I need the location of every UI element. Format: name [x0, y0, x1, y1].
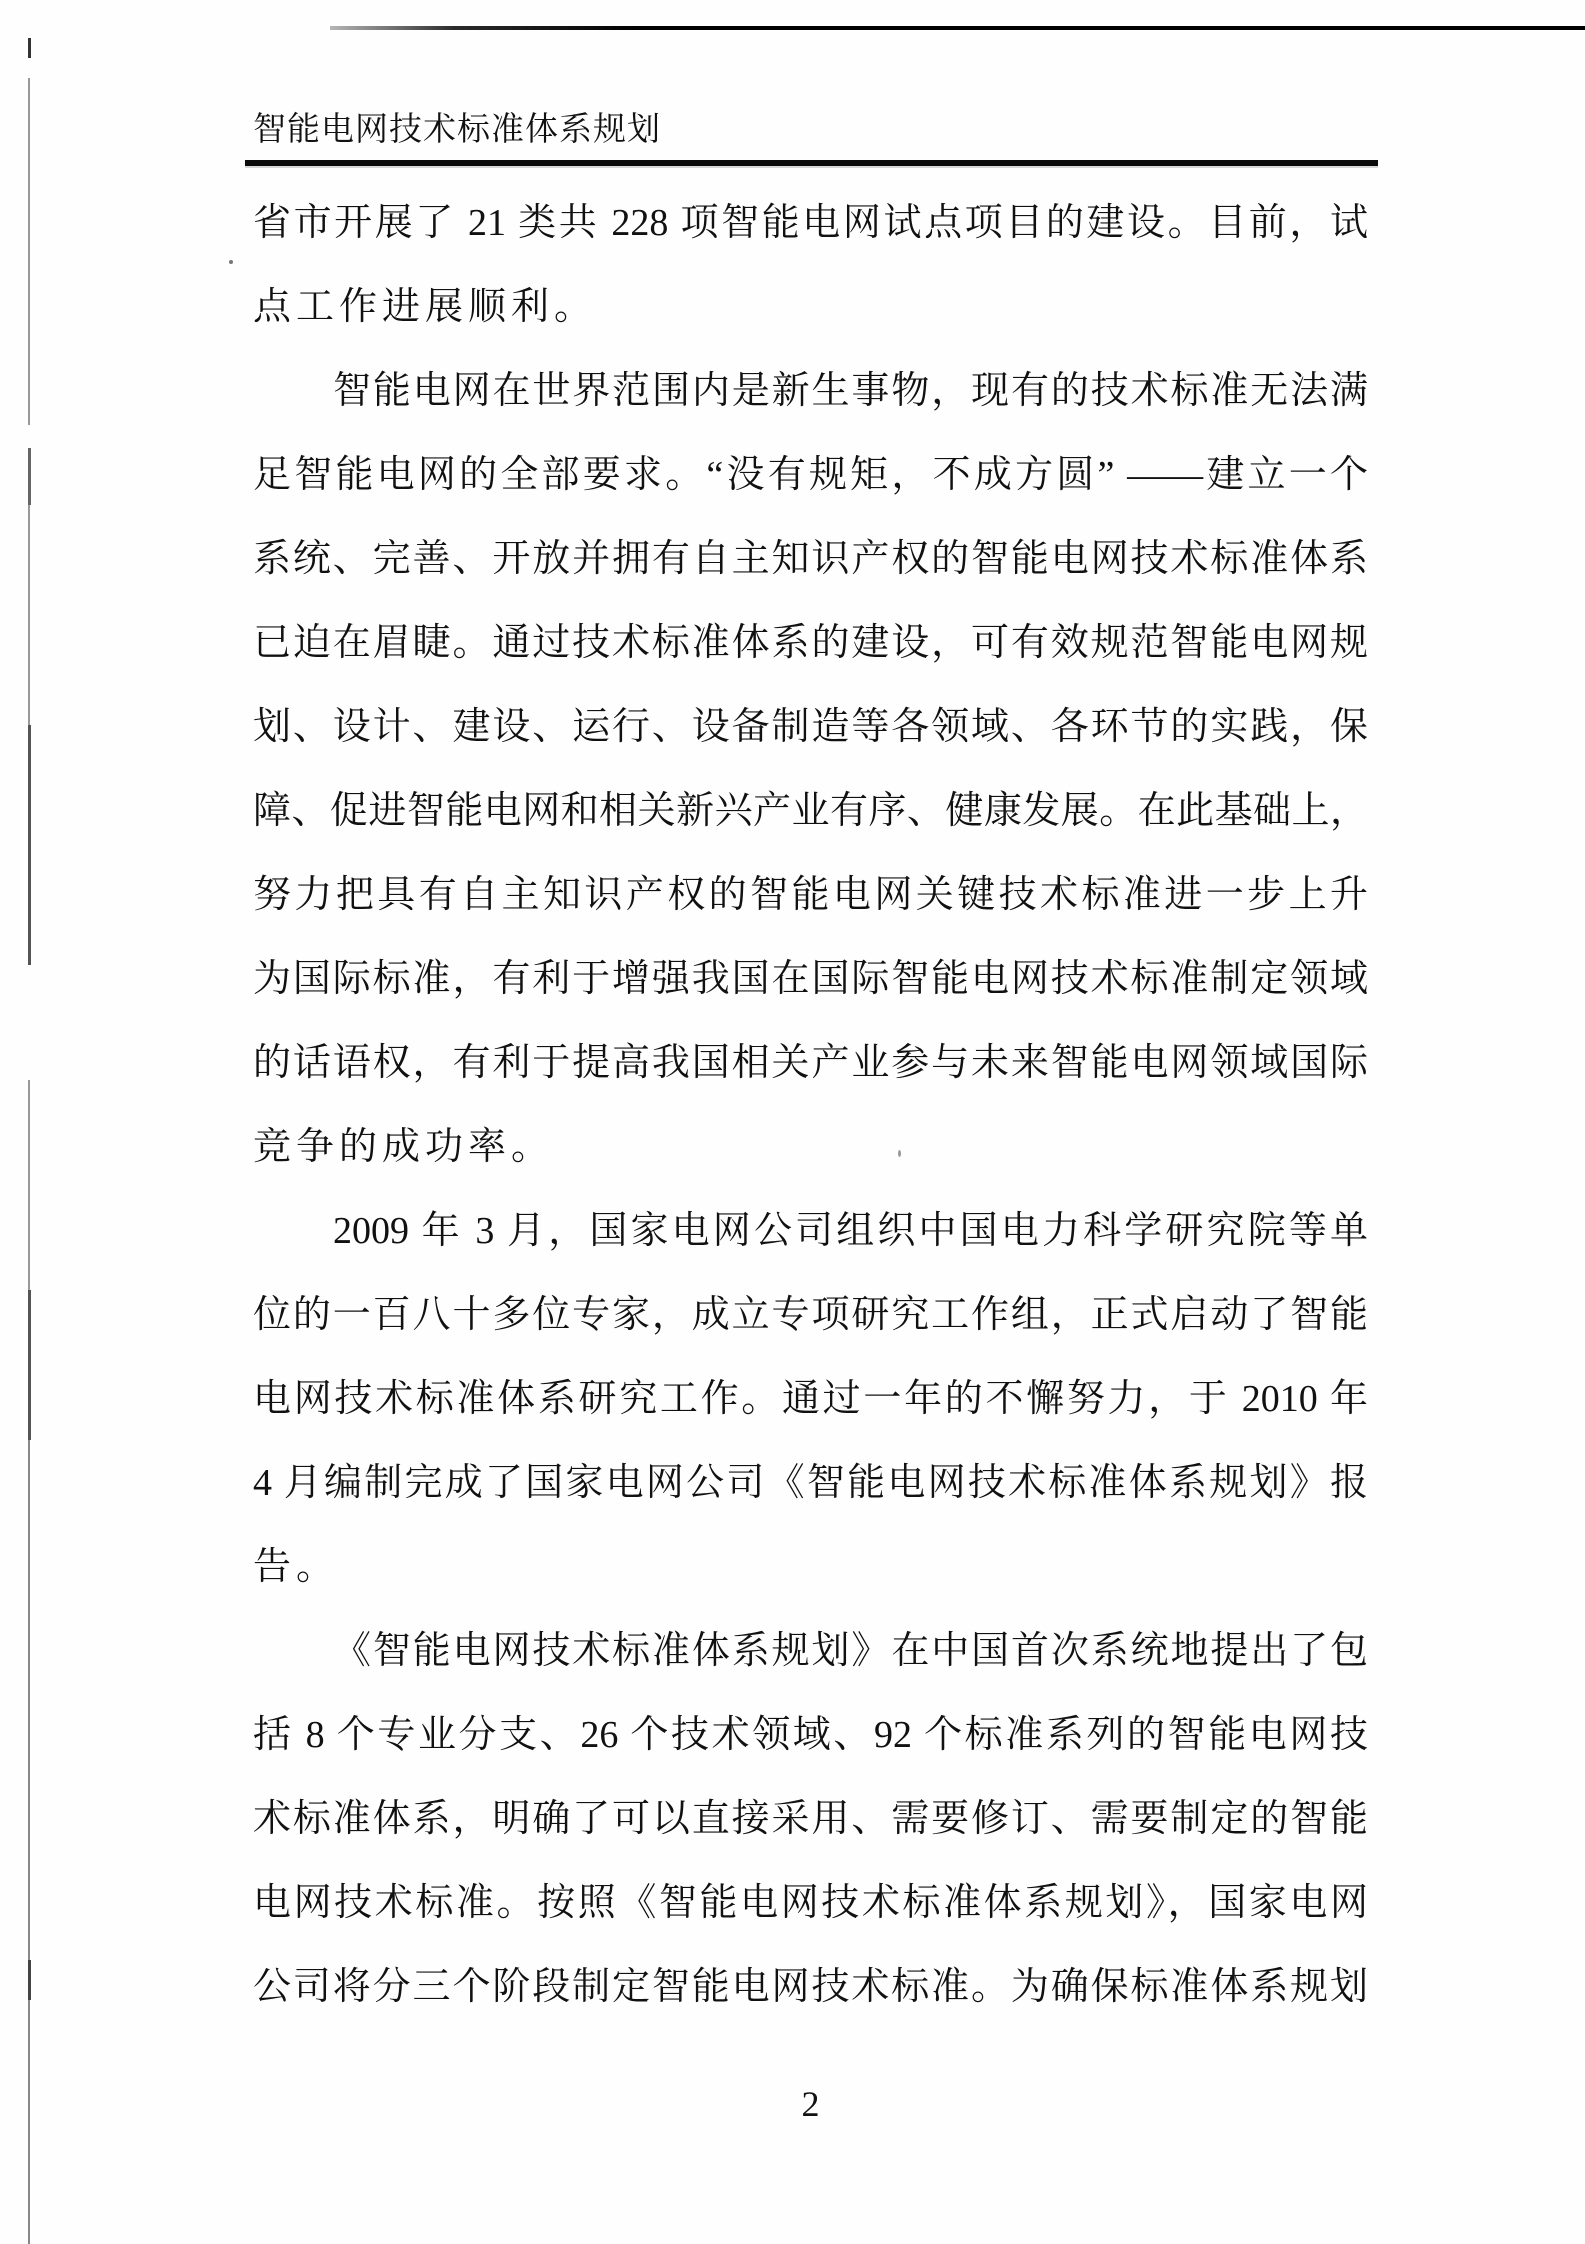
document-body — [253, 181, 1368, 2029]
body-line: 努力把具有自主知识产权的智能电网关键技术标准进一步上升 — [253, 874, 1368, 916]
body-line: 告。 — [253, 1546, 340, 1588]
scan-artifact-left-line — [28, 38, 31, 58]
page-number: 2 — [801, 2084, 820, 2124]
body-line: 2009 年 3 月，国家电网公司组织中国电力科学研究院等单 — [333, 1210, 1368, 1252]
body-line: 已迫在眉睫。通过技术标准体系的建设，可有效规范智能电网规 — [253, 622, 1368, 664]
scan-artifact-left-line — [28, 1080, 30, 1290]
body-line: 竞争的成功率。 — [253, 1126, 555, 1168]
body-line: 为国际标准，有利于增强我国在国际智能电网技术标准制定领域 — [253, 958, 1368, 1000]
body-line: 足智能电网的全部要求。“没有规矩，不成方圆” ——建立一个 — [253, 454, 1368, 496]
scan-artifact-left-line — [28, 1290, 31, 1440]
body-line: 的话语权，有利于提高我国相关产业参与未来智能电网领域国际 — [253, 1042, 1368, 1084]
body-line: 位的一百八十多位专家，成立专项研究工作组，正式启动了智能 — [253, 1294, 1368, 1336]
body-line: 系统、完善、开放并拥有自主知识产权的智能电网技术标准体系 — [253, 538, 1368, 580]
body-line: 公司将分三个阶段制定智能电网技术标准。为确保标准体系规划 — [253, 1966, 1368, 2008]
body-line: 障、促进智能电网和相关新兴产业有序、健康发展。在此基础上， — [253, 790, 1368, 832]
header-rule — [245, 160, 1378, 166]
scan-artifact-left-line — [28, 2000, 30, 2244]
body-line: 电网技术标准体系研究工作。通过一年的不懈努力，于 2010 年 — [253, 1378, 1368, 1420]
scan-artifact-left-line — [28, 1440, 30, 1960]
body-line: 电网技术标准。按照《智能电网技术标准体系规划》，国家电网 — [253, 1882, 1368, 1924]
body-line: 《智能电网技术标准体系规划》在中国首次系统地提出了包 — [333, 1630, 1368, 1672]
body-line: 4 月编制完成了国家电网公司《智能电网技术标准体系规划》报 — [253, 1462, 1368, 1504]
scan-speck — [229, 260, 233, 264]
scan-artifact-left-line — [28, 78, 30, 425]
scan-artifact-left-line — [28, 1960, 31, 2000]
body-line: 术标准体系，明确了可以直接采用、需要修订、需要制定的智能 — [253, 1798, 1368, 1840]
page-header-title: 智能电网技术标准体系规划 — [253, 112, 661, 148]
scan-artifact-left-line — [28, 448, 31, 505]
scan-artifact-left-line — [28, 505, 30, 725]
body-line: 划、设计、建设、运行、设备制造等各领域、各环节的实践，保 — [253, 706, 1368, 748]
body-line: 省市开展了 21 类共 228 项智能电网试点项目的建设。目前，试 — [253, 202, 1368, 244]
body-line: 智能电网在世界范围内是新生事物，现有的技术标准无法满 — [333, 370, 1368, 412]
scan-artifact-left-line — [28, 725, 31, 965]
body-line: 点工作进展顺利。 — [253, 286, 598, 328]
body-line: 括 8 个专业分支、26 个技术领域、92 个标准系列的智能电网技 — [253, 1714, 1368, 1756]
scan-artifact-top-line — [330, 26, 1585, 30]
